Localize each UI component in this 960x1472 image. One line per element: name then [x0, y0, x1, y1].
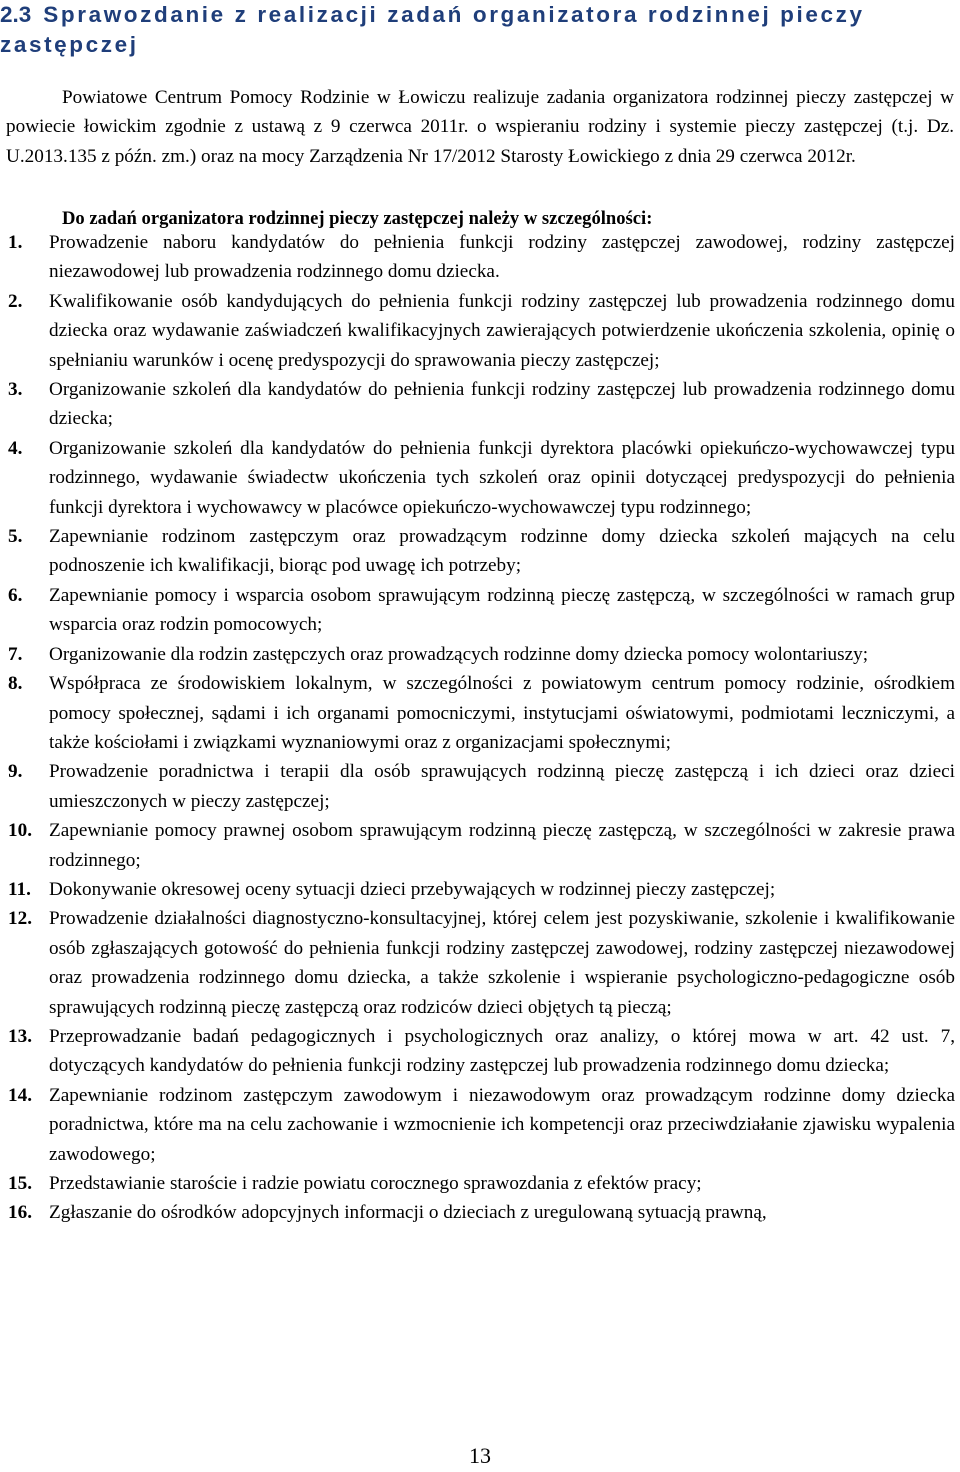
list-item-number: 16. [8, 1202, 32, 1224]
list-item-number: 11. [8, 878, 31, 900]
page-number: 13 [469, 1443, 491, 1468]
list-item-number: 6. [8, 584, 23, 606]
list-item [0, 816, 955, 875]
list-item-number: 7. [8, 643, 23, 665]
list-item-text: Prowadzenie naboru kandydatów do pełnienia funkcji rodziny zastępczej zawodowej, rodziny zastępczej niezawodowej lub prowadzenia rodzinnego domu dziecka. [49, 232, 955, 283]
list-item-number: 1. [8, 232, 23, 253]
list-item-text: Kwalifikowanie osób kandydujących do pełnienia funkcji rodziny zastępczej lub prowadzenia rodzinnego domu dziecka oraz wydawanie zaświadczeń kwalifikacyjnych zawierających potwierdzenie ukończenia szkolenia, opinię o spełnianiu warunków i ocenę predyspozycji do sprawowania pieczy zastępczej; [49, 290, 955, 371]
list-item [0, 904, 955, 1022]
section-number: 2.3 [0, 2, 32, 27]
list-item [0, 640, 955, 669]
list-item [0, 757, 955, 816]
list-item-text: Przedstawianie staroście i radzie powiatu corocznego sprawozdania z efektów pracy; [49, 1173, 702, 1194]
list-item-text: Organizowanie szkoleń dla kandydatów do pełnienia funkcji rodziny zastępczej lub prowadzenia rodzinnego domu dziecka; [49, 379, 955, 430]
list-item [0, 228, 955, 287]
list-item [0, 434, 955, 522]
list-item-text: Organizowanie dla rodzin zastępczych oraz prowadzących rodzinne domy dziecka pomocy wolontariuszy; [49, 643, 869, 665]
list-item-text: Organizowanie szkoleń dla kandydatów do pełnienia funkcji dyrektora placówki opiekuńczo-wychowawczej typu rodzinnego, wydawanie świadectw ukończenia tych szkoleń oraz opinii dotyczącej predyspozycji do pełnienia funkcji dyrektora i wychowawcy w placówce opiekuńczo-wychowawczej typu rodzinnego; [49, 437, 955, 518]
list-item [0, 1198, 955, 1227]
list-item-number: 2. [8, 290, 23, 312]
list-item-number: 13. [8, 1025, 32, 1047]
list-item [0, 875, 955, 904]
list-item-text: Zapewnianie pomocy prawnej osobom sprawującym rodzinną pieczę zastępczą, w szczególności w zakresie prawa rodzinnego; [49, 820, 955, 871]
list-item-text: Przeprowadzanie badań pedagogicznych i psychologicznych oraz analizy, o której mowa w art. 42 ust. 7, dotyczących kandydatów do pełnienia funkcji rodziny zastępczej lub prowadzenia rodzinnego domu dziecka; [49, 1025, 955, 1077]
section-title: Sprawozdanie z realizacji zadań organizatora rodzinnej pieczy zastępczej [0, 2, 865, 57]
list-item-text: Zgłaszanie do ośrodków adopcyjnych informacji o dzieciach z uregulowaną sytuacją prawną, [49, 1202, 767, 1224]
list-item-number: 12. [8, 908, 32, 930]
list-item [0, 1081, 955, 1169]
list-item [0, 669, 955, 757]
task-list [0, 228, 955, 1228]
list-item-text: Prowadzenie działalności diagnostyczno-konsultacyjnej, której celem jest pozyskiwanie, szkolenie i kwalifikowanie osób zgłaszających gotowość do pełnienia funkcji rodziny zastępczej zawodowej, rodziny zastępczej niezawodowej oraz prowadzenia rodzinnego domu dziecka, a także szkolenie i wspieranie psychologiczno-pedagogiczne osób sprawujących rodzinną pieczę zastępczą oraz rodziców dzieci objętych tą pieczą; [49, 908, 955, 1018]
list-item-number: 9. [8, 761, 23, 783]
list-item-number: 4. [8, 437, 23, 459]
list-item-text: Zapewnianie rodzinom zastępczym oraz prowadzącym rodzinne domy dziecka szkoleń mających na celu podnoszenie ich kwalifikacji, biorąc pod uwagę ich potrzeby; [49, 526, 955, 577]
list-item-number: 8. [8, 673, 23, 695]
tasks-lead: Do zadań organizatora rodzinnej pieczy zastępczej należy w szczególności: [62, 208, 653, 229]
list-item [0, 581, 955, 640]
list-item [0, 375, 955, 434]
list-item-text: Prowadzenie poradnictwa i terapii dla osób sprawujących rodzinną pieczę zastępczą i ich dzieci oraz dzieci umieszczonych w pieczy zastępczej; [49, 761, 955, 812]
list-item [0, 1169, 955, 1198]
list-item-number: 14. [8, 1084, 32, 1106]
list-item [0, 522, 955, 581]
list-item [0, 1022, 955, 1081]
list-item-number: 3. [8, 379, 23, 401]
list-item-number: 15. [8, 1173, 32, 1194]
list-item-text: Współpraca ze środowiskiem lokalnym, w szczególności z powiatowym centrum pomocy rodzinie, ośrodkiem pomocy społecznej, sądami i ich organami pomocniczymi, instytucjami oświatowymi, podmiotami leczniczymi, a także kościołami i związkami wyznaniowymi oraz z organizacjami społecznymi; [49, 673, 955, 753]
list-item-text: Dokonywanie okresowej oceny sytuacji dzieci przebywających w rodzinnej pieczy zastępczej; [49, 878, 776, 900]
list-item [0, 287, 955, 375]
list-item-number: 10. [8, 820, 32, 842]
intro-paragraph: Powiatowe Centrum Pomocy Rodzinie w Łowiczu realizuje zadania organizatora rodzinnej pieczy zastępczej w powiecie łowickim zgodnie z ustawą z 9 czerwca 2011r. o wspieraniu rodziny i systemie pieczy zastępczej (t.j. Dz. U.2013.135 z późn. zm.) oraz na mocy Zarządzenia Nr 17/2012 Starosty Łowickiego z dnia 29 czerwca 2012r. [6, 87, 954, 167]
list-item-text: Zapewnianie pomocy i wsparcia osobom sprawującym rodzinną pieczę zastępczą, w szczególności w ramach grup wsparcia oraz rodzin pomocowych; [49, 584, 955, 636]
section-heading [0, 0, 955, 60]
list-item-number: 5. [8, 526, 23, 548]
list-item-text: Zapewnianie rodzinom zastępczym zawodowym i niezawodowym oraz prowadzącym rodzinne domy dziecka poradnictwa, które ma na celu zachowanie i wzmocnienie ich kompetencji oraz przeciwdziałanie zjawisku wypalenia zawodowego; [49, 1084, 955, 1165]
